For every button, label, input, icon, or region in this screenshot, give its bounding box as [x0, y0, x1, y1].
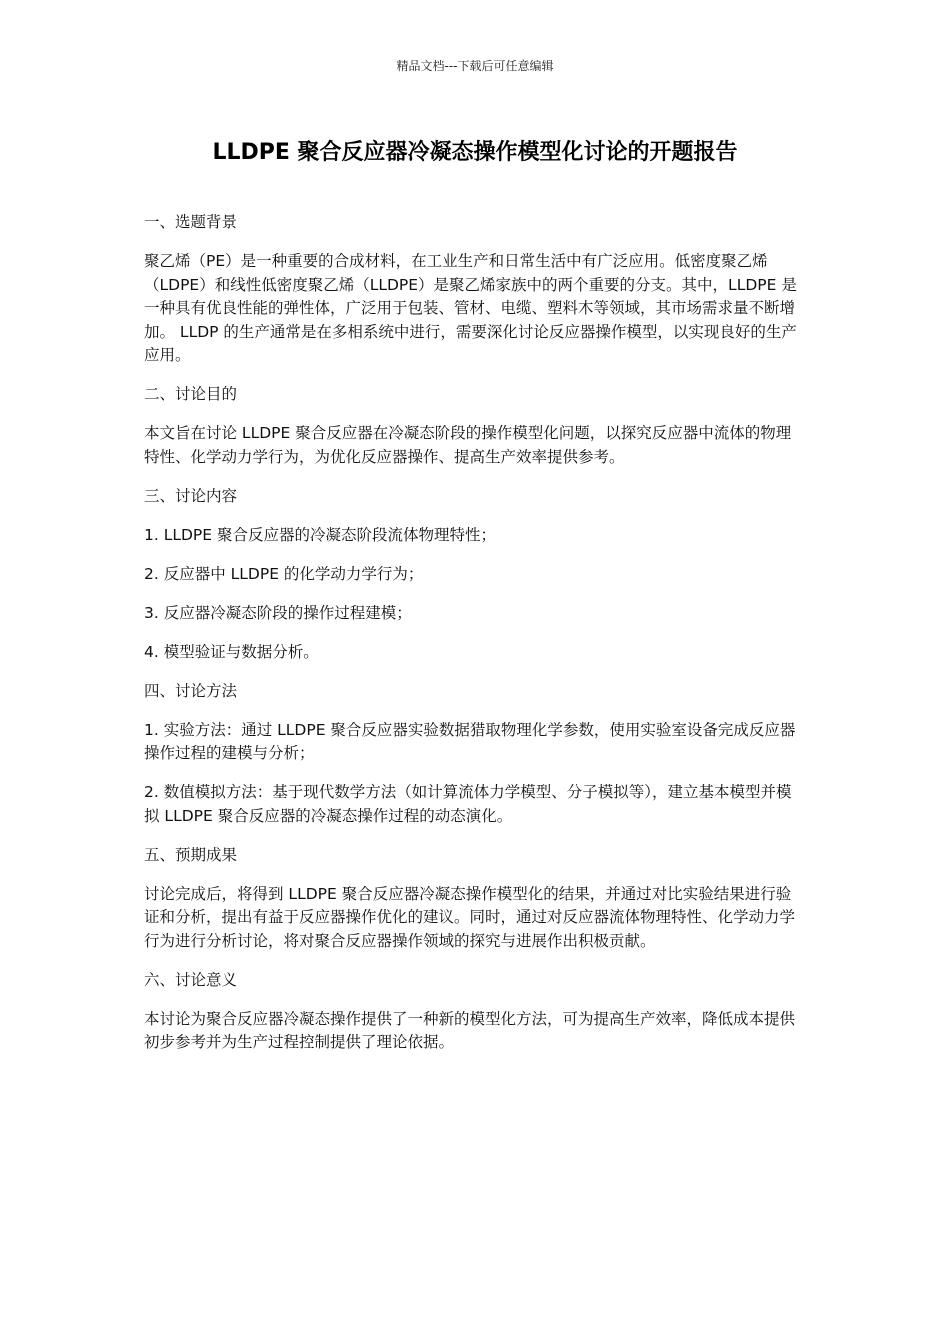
section-heading-background: 一、选题背景 — [144, 213, 238, 231]
section-heading-results: 五、预期成果 — [144, 845, 238, 864]
section-paragraph-significance: 本讨论为聚合反应器冷凝态操作提供了一种新的模型化方法，可为提高生产效率，降低成本提供初步参考并为生产过程控制提供了理论依据。 — [144, 1009, 796, 1051]
list-item: 1. 实验方法：通过 LLDPE 聚合反应器实验数据猎取物理化学参数，使用实验室设备完成反应器操作过程的建模与分析； — [144, 720, 796, 762]
section-paragraph-purpose: 本文旨在讨论 LLDPE 聚合反应器在冷凝态阶段的操作模型化问题，以探究反应器中流体的物理特性、化学动力学行为，为优化反应器操作、提高生产效率提供参考。 — [144, 424, 792, 466]
list-item: 3. 反应器冷凝态阶段的操作过程建模； — [144, 603, 412, 622]
section-paragraph-results: 讨论完成后，将得到 LLDPE 聚合反应器冷凝态操作模型化的结果，并通过对比实验结果进行验证和分析，提出有益于反应器操作优化的建议。同时，通过对反应器流体物理特性、化学动力学行为进行分析讨论，将对聚合反应器操作领域的探究与进展作出积极贡献。 — [144, 884, 796, 950]
list-item: 2. 数值模拟方法：基于现代数学方法（如计算流体力学模型、分子模拟等），建立基本模型并模拟 LLDPE 聚合反应器的冷凝态操作过程的动态演化。 — [144, 783, 792, 825]
section-paragraph-background: 聚乙烯（PE）是一种重要的合成材料，在工业生产和日常生活中有广泛应用。低密度聚乙烯（LDPE）和线性低密度聚乙烯（LLDPE）是聚乙烯家族中的两个重要的分支。其中，LLDPE 是一种具有优良性能的弹性体，广泛用于包装、管材、电缆、塑料木等领域，其市场需求量不断增加。 LLDP 的生产通常是在多相系统中进行，需要深化讨论反应器操作模型，以实现良好的生产应用。 — [144, 252, 797, 364]
section-heading-content: 三、讨论内容 — [144, 486, 238, 505]
page-header: 精品文档---下载后可任意编辑 — [396, 59, 554, 73]
section-heading-purpose: 二、讨论目的 — [144, 385, 238, 403]
list-item: 1. LLDPE 聚合反应器的冷凝态阶段流体物理特性； — [144, 525, 496, 544]
list-item: 2. 反应器中 LLDPE 的化学动力学行为； — [144, 564, 424, 583]
section-heading-significance: 六、讨论意义 — [144, 970, 238, 989]
section-heading-methods: 四、讨论方法 — [144, 681, 238, 700]
document-title: LLDPE 聚合反应器冷凝态操作模型化讨论的开题报告 — [212, 140, 738, 165]
document-body — [144, 211, 806, 1070]
list-item: 4. 模型验证与数据分析。 — [144, 642, 319, 661]
